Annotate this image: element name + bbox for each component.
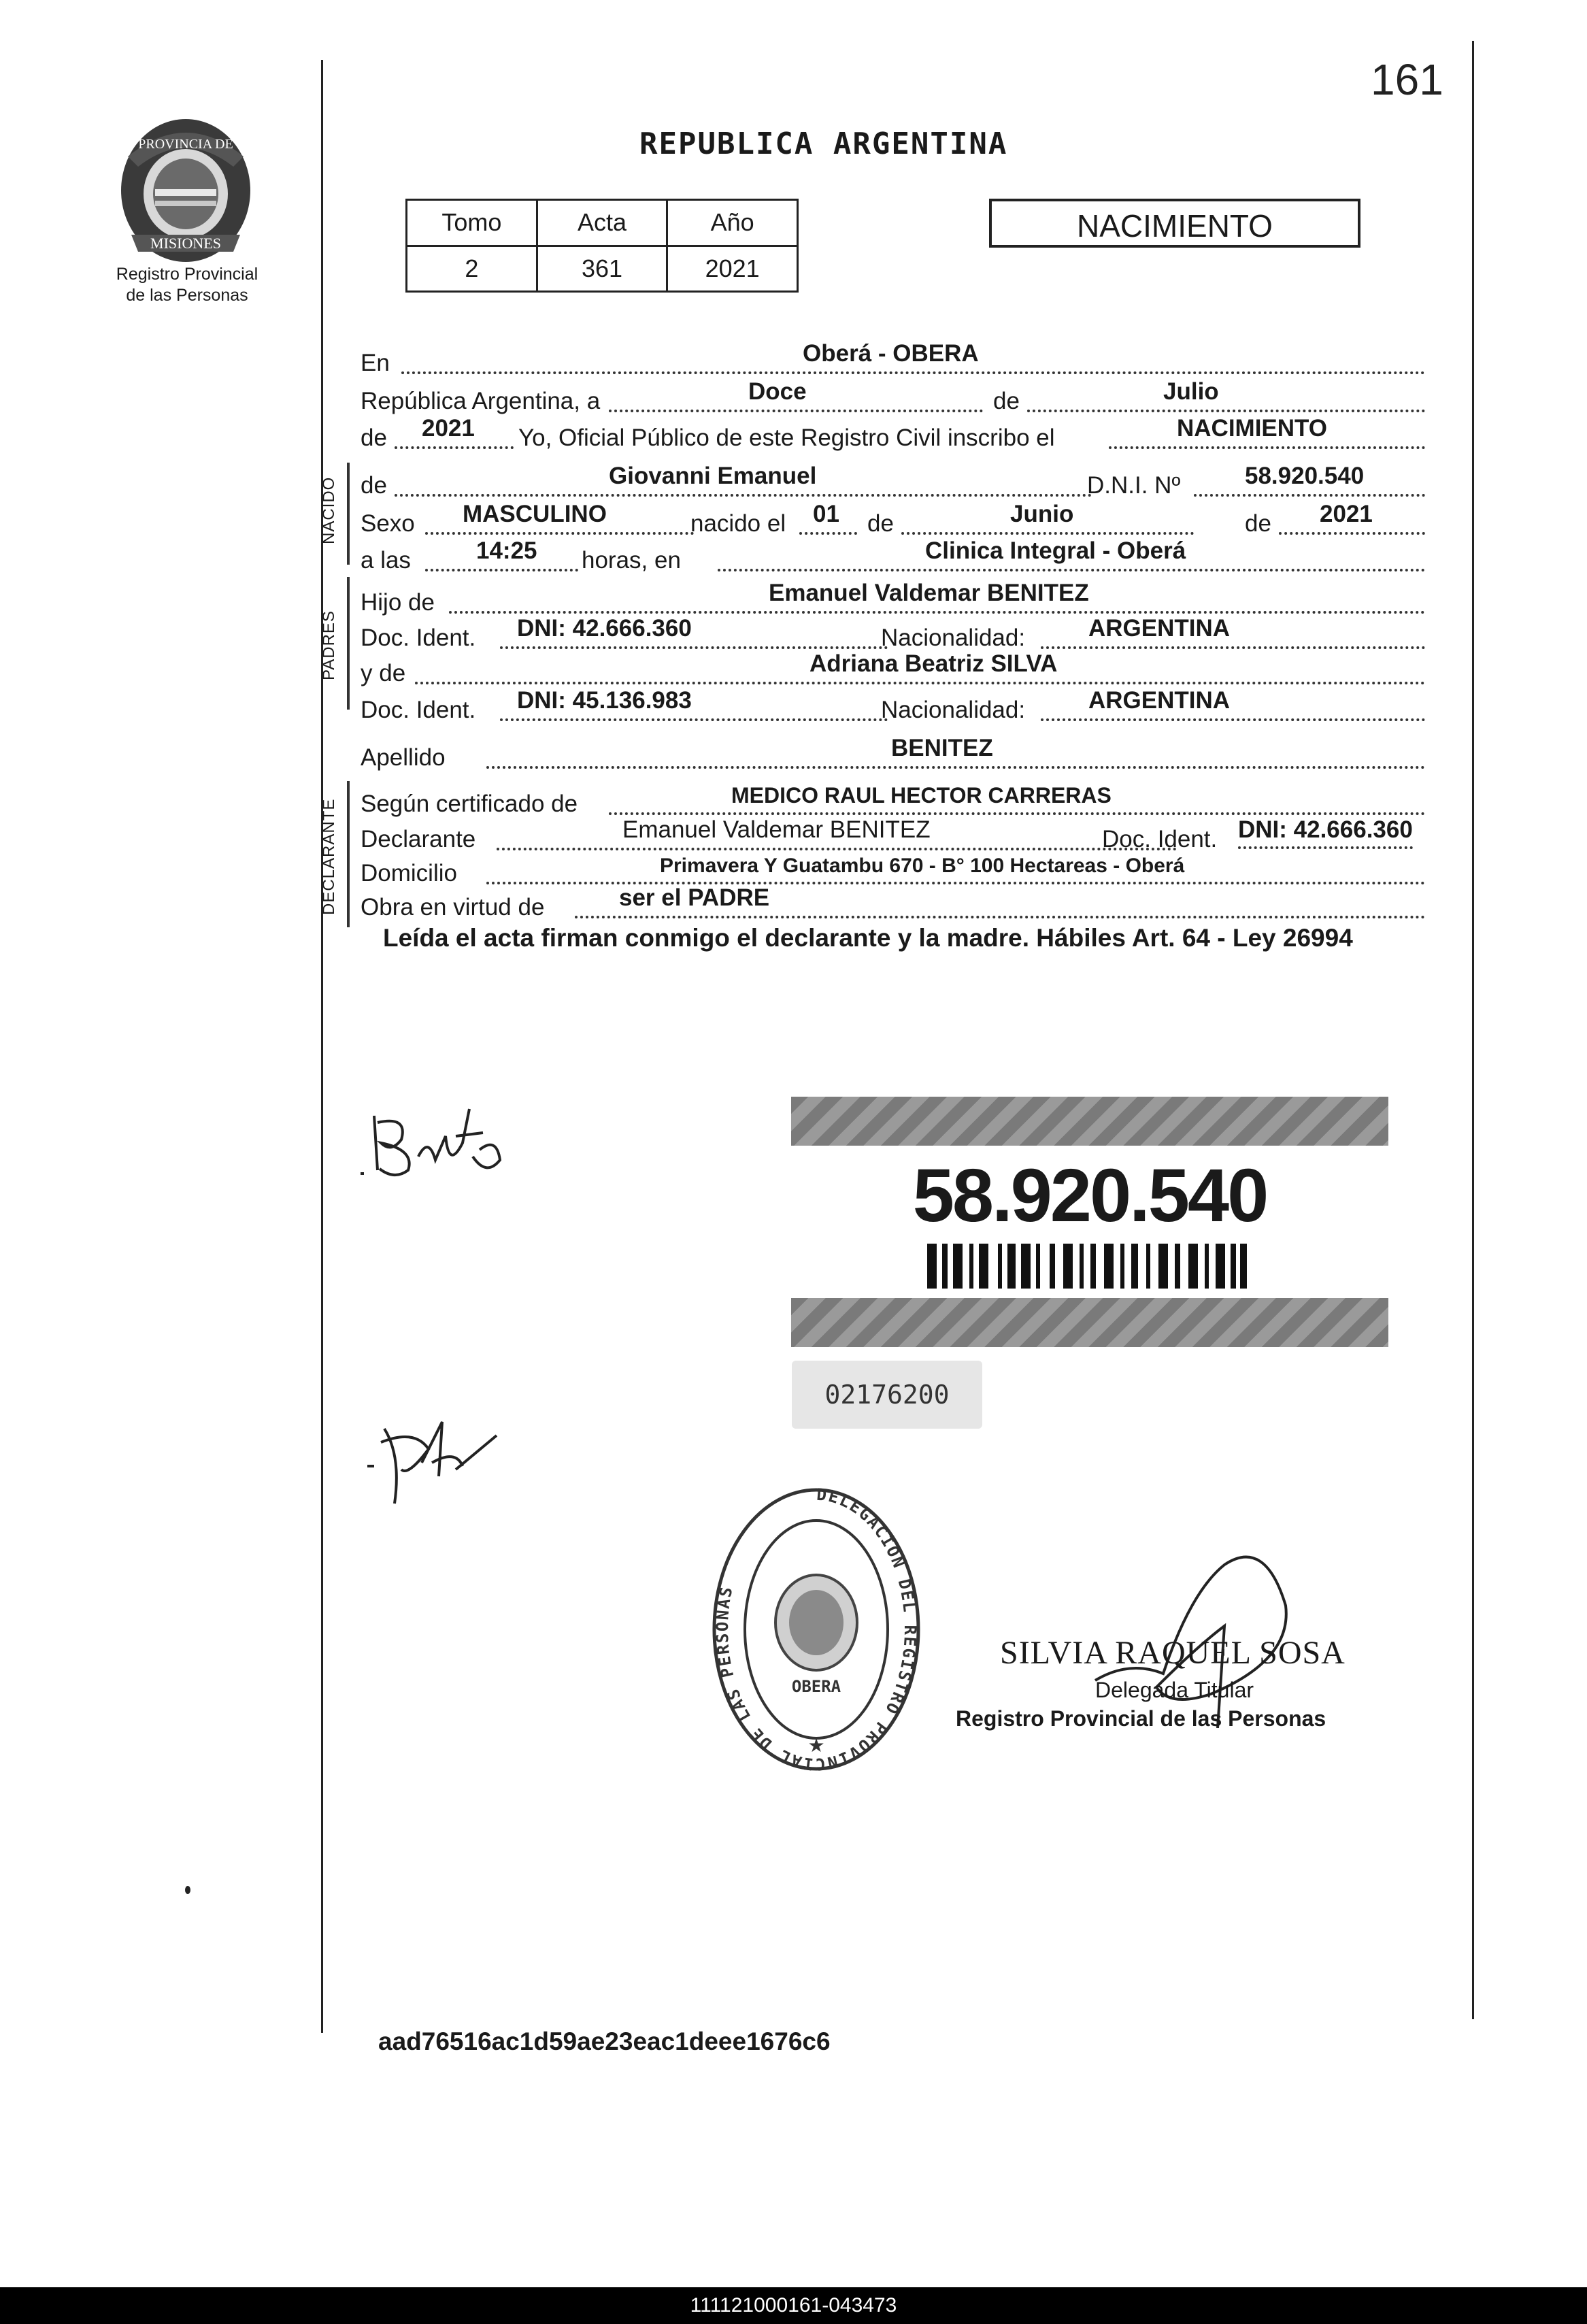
name-de-label: de	[361, 472, 387, 499]
record-type-box: NACIMIENTO	[989, 199, 1360, 248]
nacido-el-label: nacido el	[690, 510, 786, 537]
declarant-name: Emanuel Valdemar BENITEZ	[622, 816, 931, 843]
hijo-de-label: Hijo de	[361, 589, 435, 616]
obra-dots	[575, 916, 1425, 918]
logo-caption-line-1: Registro Provincial	[116, 265, 258, 284]
acta-value: 361	[537, 246, 667, 292]
misiones-coat-of-arms-logo	[114, 116, 257, 265]
row-father	[361, 580, 1425, 618]
father-nat-label: Nacionalidad:	[881, 625, 1026, 651]
row-en	[361, 340, 1425, 378]
row-year	[361, 415, 1425, 453]
month-dots	[1027, 410, 1425, 412]
horas-label: horas, en	[582, 547, 681, 574]
place-of-registry: Oberá - OBERA	[803, 340, 979, 367]
official-organization: Registro Provincial de las Personas	[956, 1706, 1326, 1731]
tomo-header: Tomo	[407, 200, 537, 246]
domicilio-label: Domicilio	[361, 860, 457, 886]
birth-place: Clinica Integral - Oberá	[925, 537, 1186, 564]
row-apellido	[361, 735, 1425, 773]
birth-year: 2021	[1320, 501, 1373, 527]
declarant-doc: DNI: 42.666.360	[1238, 816, 1413, 849]
republica-label: República Argentina, a	[361, 388, 601, 414]
birth-month: Junio	[1010, 501, 1074, 527]
father-doc: DNI: 42.666.360	[517, 615, 692, 642]
registry-month: Julio	[1163, 378, 1219, 405]
inscribo-dots	[1109, 446, 1425, 449]
speck-mark	[185, 1886, 190, 1894]
stamp-city: OBERA	[791, 1677, 841, 1696]
day-dots	[609, 410, 983, 412]
mother-nat-label: Nacionalidad:	[881, 697, 1026, 723]
father-doc-label: Doc. Ident.	[361, 625, 476, 651]
declarante-section-label: DECLARANTE	[320, 798, 338, 915]
obra-label: Obra en virtud de	[361, 894, 545, 920]
registry-table-value-row	[407, 246, 798, 292]
child-name: Giovanni Emanuel	[609, 463, 817, 489]
row-certificado	[361, 781, 1425, 819]
declarante-section-bar	[347, 781, 350, 927]
sexo-dots	[425, 532, 694, 535]
mother-doc-dots	[500, 718, 888, 721]
official-name: SILVIA RAQUEL SOSA	[1000, 1635, 1346, 1671]
anio-value: 2021	[667, 246, 798, 292]
padres-section-label: PADRES	[320, 610, 338, 680]
child-dni: 58.920.540	[1245, 463, 1365, 489]
sexo-label: Sexo	[361, 510, 415, 537]
nacido-section-bar	[347, 463, 350, 565]
row-obra	[361, 884, 1425, 923]
logo-caption	[88, 264, 286, 306]
birth-day-dots	[799, 532, 857, 535]
official-seal-stamp	[707, 1480, 925, 1779]
official-role: Delegada Titular	[1095, 1678, 1254, 1702]
document-hash: aad76516ac1d59ae23eac1deee1676c6	[378, 2027, 831, 2055]
row-republica	[361, 378, 1425, 416]
birth-day: 01	[813, 501, 839, 527]
surname: BENITEZ	[891, 735, 993, 761]
anio-header: Año	[667, 200, 798, 246]
svg-text:PROVINCIA DE: PROVINCIA DE	[138, 137, 233, 152]
birth-time: 14:25	[476, 537, 537, 564]
page-number: 161	[1371, 55, 1443, 104]
sticker-bottom-band	[791, 1298, 1388, 1347]
declarante-doc-label: Doc. Ident.	[1102, 826, 1218, 852]
footer-code-bar: 111121000161-043473	[0, 2287, 1587, 2324]
time-dots	[425, 569, 578, 571]
birth-de-label-2: de	[1245, 510, 1271, 537]
father-name: Emanuel Valdemar BENITEZ	[769, 580, 1089, 606]
dni-dots	[1194, 494, 1425, 497]
registry-year: 2021	[422, 415, 475, 442]
dni-sticker	[791, 1097, 1388, 1347]
registry-day: Doce	[748, 378, 807, 405]
mother-dots	[415, 682, 1425, 684]
sticker-top-band	[791, 1097, 1388, 1146]
father-nationality: ARGENTINA	[1088, 615, 1231, 642]
registry-table-header-row	[407, 200, 798, 246]
dni-label: D.N.I. Nº	[1087, 472, 1181, 499]
yo-label: Yo, Oficial Público de este Registro Civil inscribo el	[518, 425, 1055, 451]
apellido-label: Apellido	[361, 744, 446, 771]
alas-label: a las	[361, 547, 411, 574]
mother-doc-label: Doc. Ident.	[361, 697, 476, 723]
declarant-signature	[354, 1095, 517, 1191]
mother-nationality: ARGENTINA	[1088, 687, 1231, 714]
declarante-label: Declarante	[361, 826, 476, 852]
row-name	[361, 463, 1425, 501]
father-doc-dots	[500, 646, 888, 649]
certificado-label: Según certificado de	[361, 791, 578, 817]
barcode	[927, 1244, 1247, 1289]
row-time	[361, 537, 1425, 576]
father-nat-dots	[1041, 646, 1425, 649]
left-margin-line	[321, 60, 323, 2033]
closing-note: Leída el acta firman conmigo el declarante y la madre. Hábiles Art. 64 - Ley 26994	[383, 924, 1353, 952]
sex-value: MASCULINO	[463, 501, 607, 527]
year-de-label: de	[361, 425, 387, 451]
de-label: de	[993, 388, 1020, 414]
mother-nat-dots	[1041, 718, 1425, 721]
birth-month-dots	[901, 532, 1194, 535]
row-mother	[361, 650, 1425, 688]
certificate-issuer: MEDICO RAUL HECTOR CARRERAS	[731, 783, 1112, 808]
right-margin-line	[1472, 41, 1474, 2019]
declarant-relationship: ser el PADRE	[619, 884, 770, 911]
inscribo-value: NACIMIENTO	[1177, 415, 1328, 442]
row-mother-doc	[361, 687, 1425, 725]
nacido-section-label: NACIDO	[320, 476, 338, 544]
name-dots	[395, 494, 1092, 497]
sticker-number: 58.920.540	[912, 1154, 1267, 1238]
logo-caption-line-2: de las Personas	[126, 286, 248, 305]
acta-header: Acta	[537, 200, 667, 246]
serial-number: 02176200	[792, 1361, 982, 1429]
row-father-doc	[361, 615, 1425, 653]
stamp-ring-text: DELEGACION DEL REGISTRO PROVINCIAL DE LAS PERSONAS	[712, 1484, 920, 1774]
en-dots	[401, 371, 1425, 374]
mother-doc: DNI: 45.136.983	[517, 687, 692, 714]
padres-section-bar	[347, 577, 350, 710]
svg-text:★: ★	[807, 1735, 825, 1756]
birth-year-dots	[1279, 532, 1425, 535]
en-label: En	[361, 350, 390, 376]
row-declarante	[361, 816, 1425, 854]
row-domicilio	[361, 850, 1425, 889]
row-sexo	[361, 501, 1425, 539]
birth-de-label-1: de	[867, 510, 894, 537]
declarant-address: Primavera Y Guatambu 670 - B° 100 Hectareas - Oberá	[660, 854, 1185, 877]
year-dots	[395, 446, 514, 449]
mother-name: Adriana Beatriz SILVA	[809, 650, 1058, 677]
svg-text:MISIONES: MISIONES	[150, 235, 221, 252]
mother-signature	[354, 1401, 503, 1510]
y-de-label: y de	[361, 660, 406, 686]
father-dots	[449, 611, 1425, 614]
place-dots	[718, 569, 1425, 571]
tomo-value: 2	[407, 246, 537, 292]
certificado-dots	[609, 812, 1425, 815]
apellido-dots	[486, 766, 1425, 769]
document-title: REPUBLICA ARGENTINA	[639, 127, 1008, 161]
registry-table	[405, 199, 799, 293]
